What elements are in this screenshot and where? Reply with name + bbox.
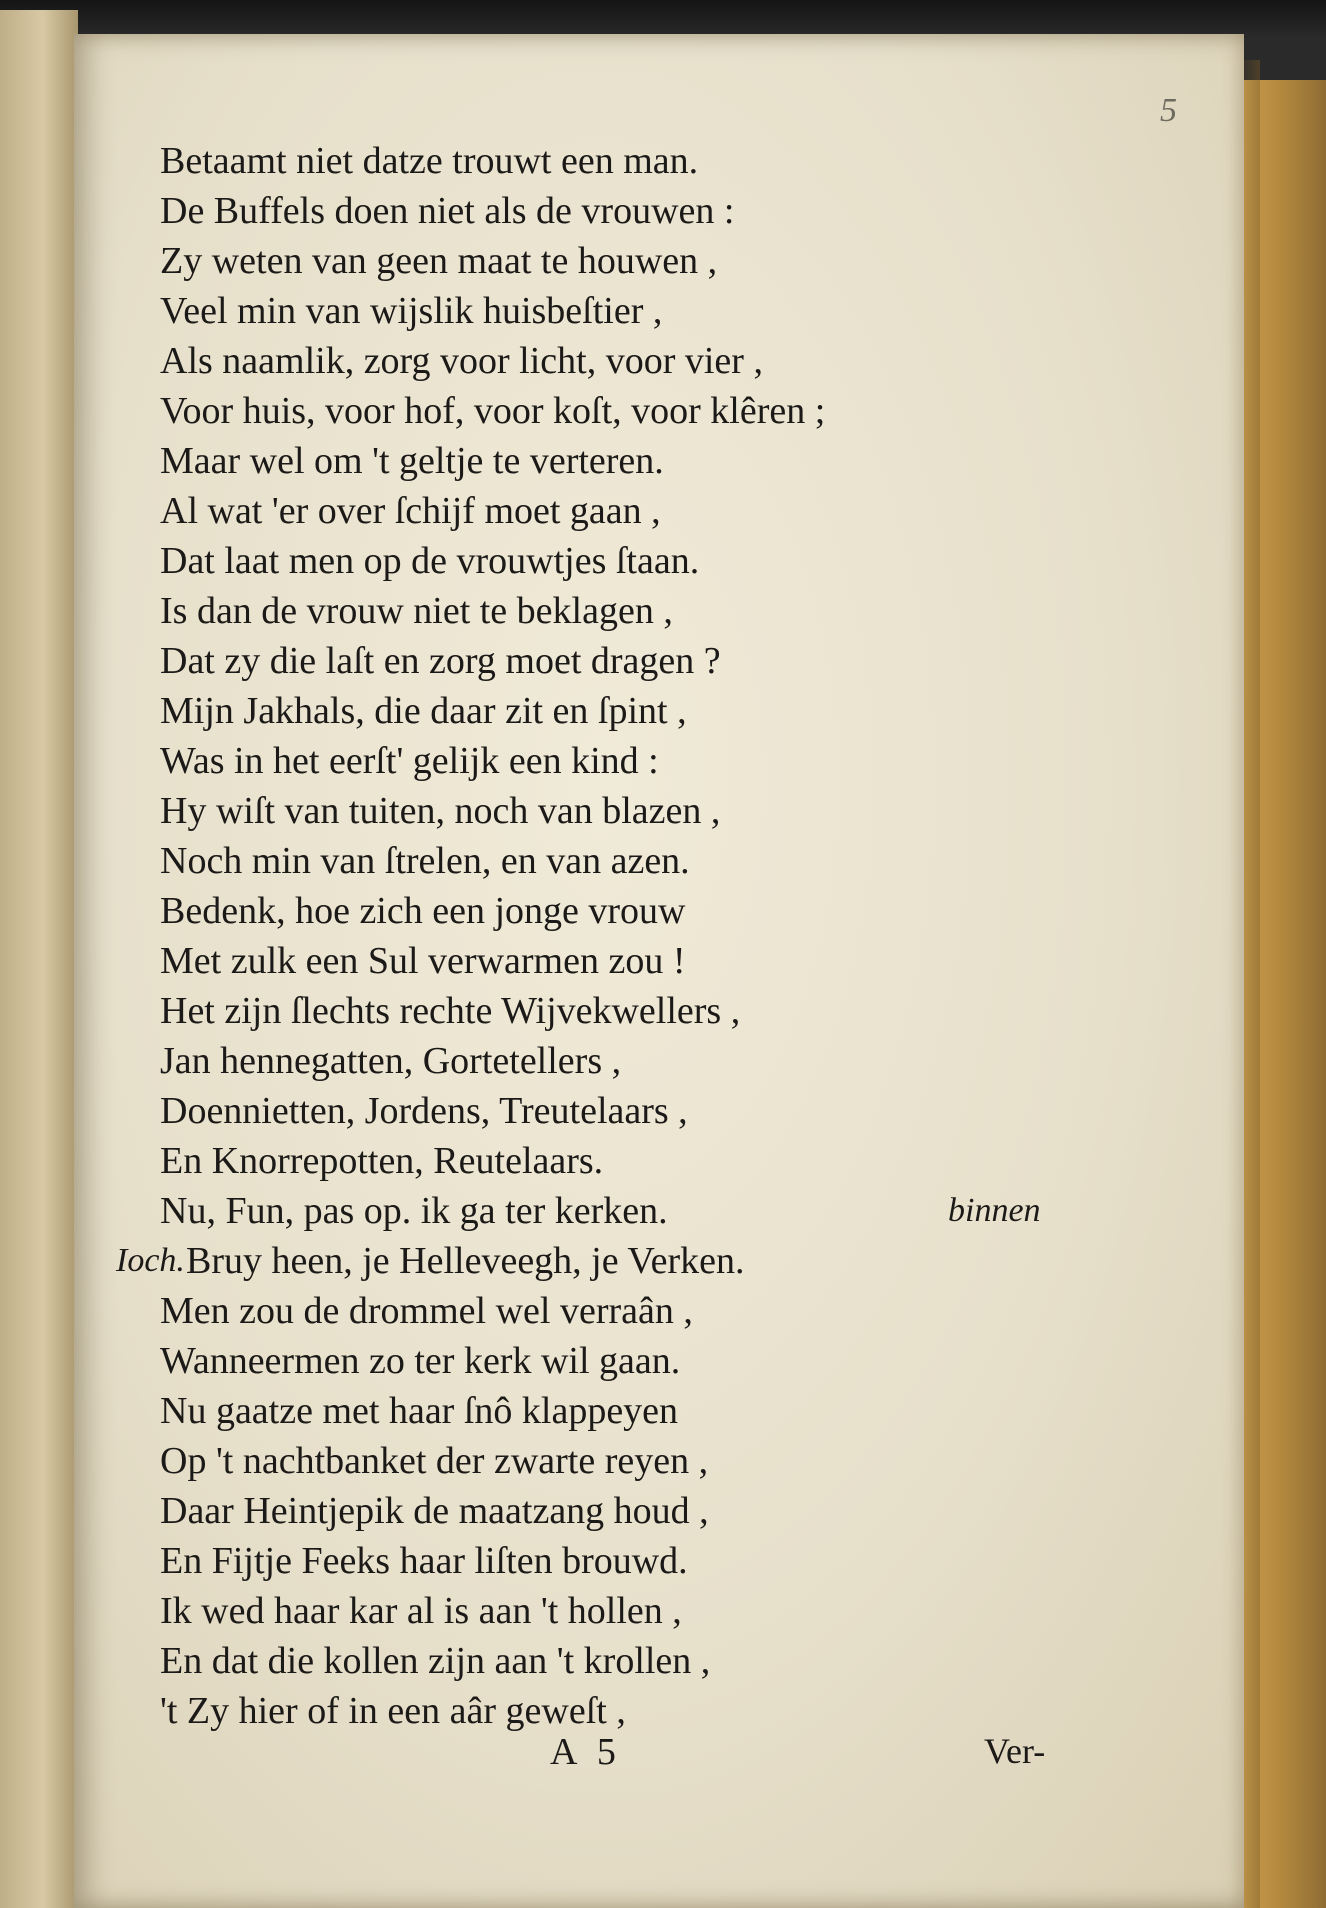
poem-line: En dat die kollen zijn aan 't krollen ,	[160, 1640, 711, 1682]
poem-line: Met zulk een Sul verwarmen zou !	[160, 940, 686, 982]
poem-line-text: Nu, Fun, pas op. ik ga ter kerken.	[160, 1190, 668, 1232]
poem-line: Het zijn ſlechts rechte Wijvekwellers ,	[160, 990, 741, 1032]
poem-line: Al wat 'er over ſchijf moet gaan ,	[160, 490, 661, 532]
poem-line: Doennietten, Jordens, Treutelaars ,	[160, 1090, 688, 1132]
poem-line: Als naamlik, zorg voor licht, voor vier ,	[160, 340, 763, 382]
speaker-line	[116, 1236, 1080, 1286]
poem-line: 't Zy hier of in een aâr geweſt ,	[160, 1690, 626, 1732]
catchword: Ver-	[984, 1731, 1046, 1771]
signature-mark: A 5	[550, 1731, 622, 1773]
poem-line: Mijn Jakhals, die daar zit en ſpint ,	[160, 690, 687, 732]
poem-line: Men zou de drommel wel verraân ,	[160, 1290, 693, 1332]
poem-line: Maar wel om 't geltje te verteren.	[160, 440, 664, 482]
stage-direction: binnen	[948, 1192, 1041, 1229]
poem-line: Hy wiſt van tuiten, noch van blazen ,	[160, 790, 721, 832]
poem-line: Noch min van ſtrelen, en van azen.	[160, 840, 690, 882]
poem-line: Zy weten van geen maat te houwen ,	[160, 240, 718, 282]
poem-line	[160, 1186, 1080, 1236]
poem-line: Op 't nachtbanket der zwarte reyen ,	[160, 1440, 709, 1482]
poem-line: Wanneermen zo ter kerk wil gaan.	[160, 1340, 681, 1382]
poem-line: De Buffels doen niet als de vrouwen :	[160, 190, 735, 232]
poem-line: Betaamt niet datze trouwt een man.	[160, 140, 699, 182]
speaker-verse: Bruy heen, je Helleveegh, je Verken.	[186, 1240, 745, 1282]
poem-line: En Knorrepotten, Reutelaars.	[160, 1140, 604, 1182]
left-page-edge	[0, 10, 78, 1908]
poem-line: Jan hennegatten, Gortetellers ,	[160, 1040, 622, 1082]
poem-line: En Fijtje Feeks haar liſten brouwd.	[160, 1540, 688, 1582]
poem-text	[116, 136, 1080, 1736]
poem-line: Ik wed haar kar al is aan 't hollen ,	[160, 1590, 682, 1632]
poem-line: Daar Heintjepik de maatzang houd ,	[160, 1490, 709, 1532]
poem-line: Is dan de vrouw niet te beklagen ,	[160, 590, 673, 632]
corner-page-mark: 5	[1160, 92, 1177, 129]
poem-line: Dat zy die laſt en zorg moet dragen ?	[160, 640, 721, 682]
poem-line: Was in het eerſt' gelijk een kind :	[160, 740, 659, 782]
poem-line: Bedenk, hoe zich een jonge vrouw	[160, 890, 686, 932]
book-page	[74, 34, 1244, 1908]
poem-line: Dat laat men op de vrouwtjes ſtaan.	[160, 540, 700, 582]
poem-line: Nu gaatze met haar ſnô klappeyen	[160, 1390, 679, 1432]
poem-line: Veel min van wijslik huisbeſtier ,	[160, 290, 663, 332]
poem-line: Voor huis, voor hof, voor koſt, voor klêren ;	[160, 390, 826, 432]
speaker-name: Ioch.	[116, 1242, 185, 1279]
